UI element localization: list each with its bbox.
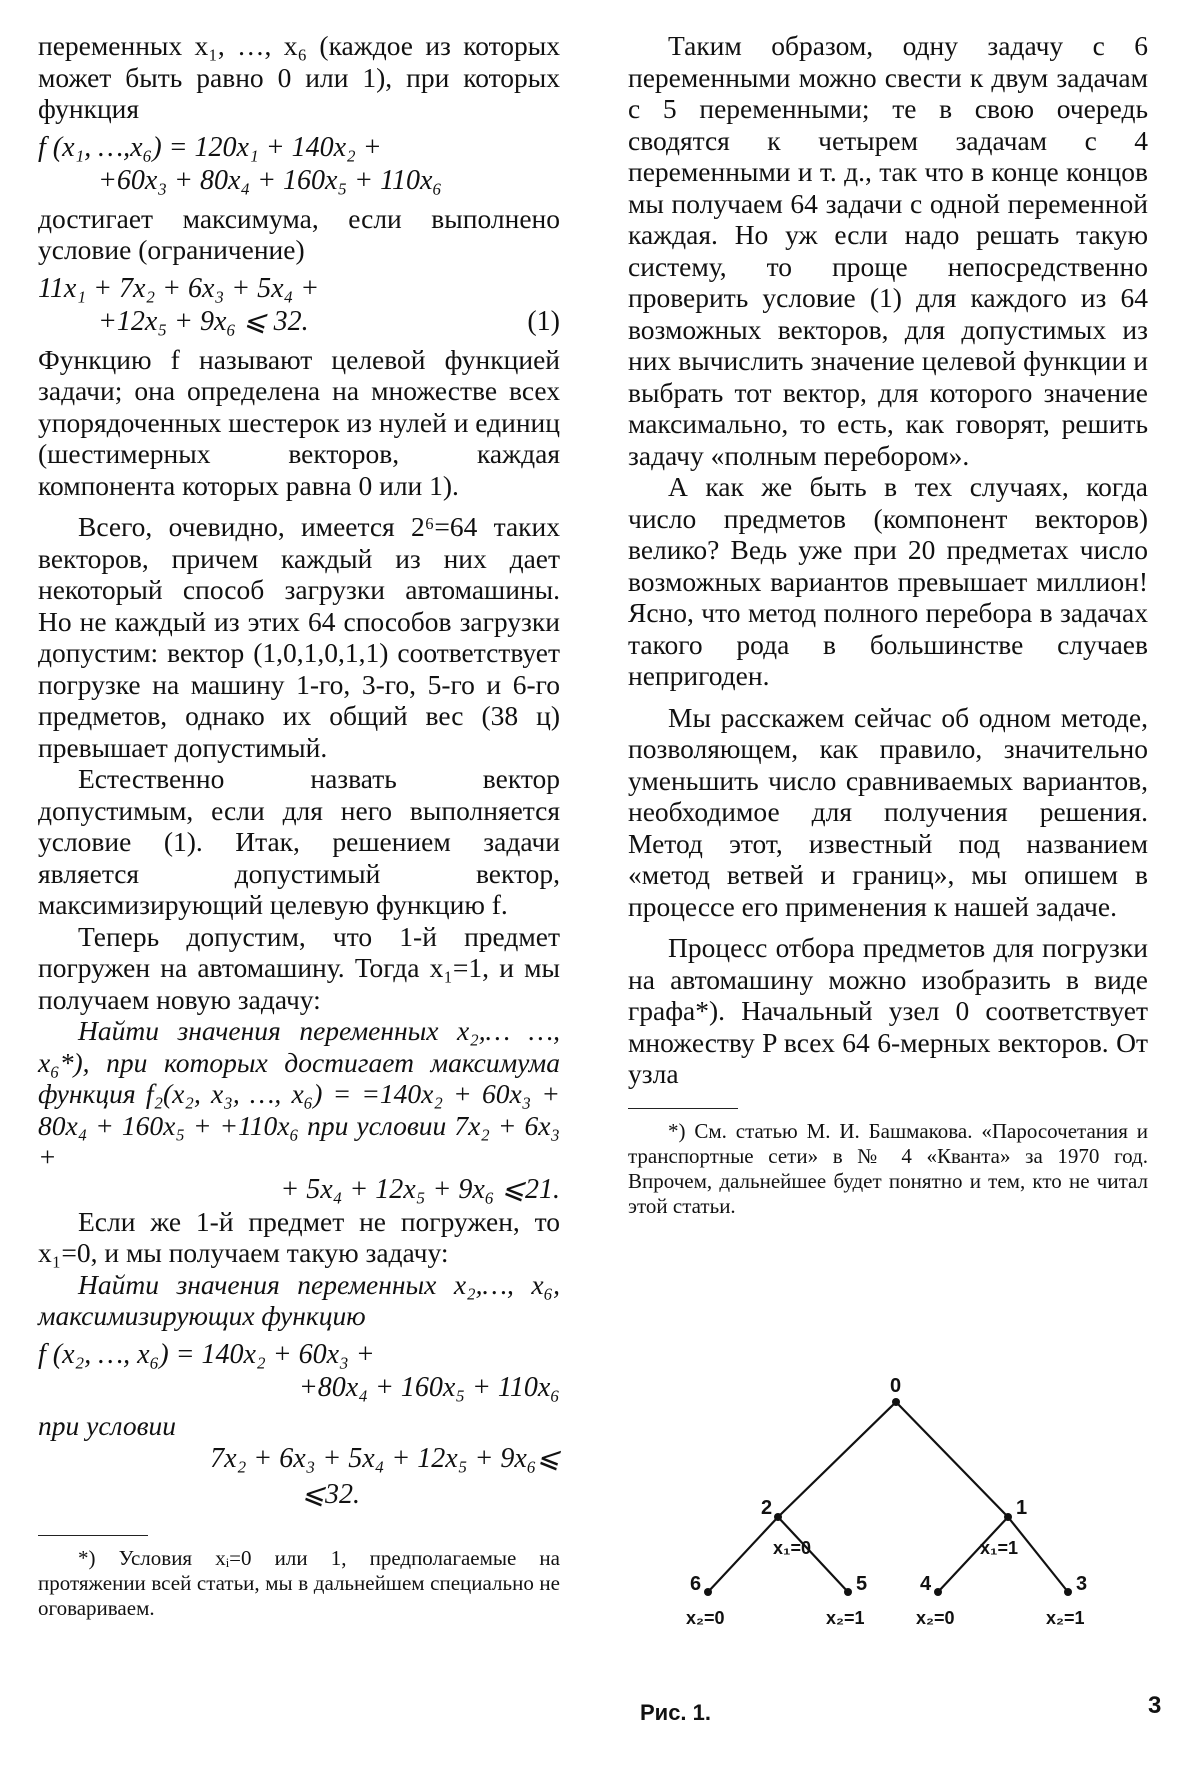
node-1: [1004, 1513, 1012, 1521]
edge-2-6: [708, 1517, 778, 1592]
paragraph: Если же 1-й предмет не погружен, то x₁=0, и мы получаем такую задачу:: [38, 1205, 560, 1268]
formula-line: 7x₂ + 6x₃ + 5x₄ + 12x₅ + 9x₆⩽: [210, 1443, 560, 1474]
node-label: 2: [761, 1497, 773, 1519]
formula-line-numbered: [38, 305, 560, 338]
node-6: [704, 1588, 712, 1596]
constraint-formula: [38, 1441, 560, 1513]
leaf-label: x₂=0: [686, 1608, 725, 1628]
task-statement-end: + 5x₄ + 12x₅ + 9x₆ ⩽21.: [280, 1173, 560, 1205]
node-3: [1064, 1588, 1072, 1596]
edge-0-1: [896, 1402, 1008, 1517]
paragraph: переменных x₁, …, x₆ (каждое из которых может быть равно 0 или 1), при которых функция: [38, 30, 560, 124]
target-function-formula: [38, 131, 560, 197]
node-2: [774, 1513, 782, 1521]
edge-0-2: [778, 1402, 896, 1517]
node-0: [892, 1398, 900, 1406]
right-column: [628, 30, 1148, 1219]
formula-line: 11x₁ + 7x₂ + 6x₃ + 5x₄ +: [38, 272, 320, 304]
footnote-rule: [628, 1108, 738, 1109]
footnote-rule: [38, 1535, 148, 1536]
node-label: 1: [1016, 1497, 1028, 1519]
paragraph: Теперь допустим, что 1-й предмет погружен на автомашину. Тогда x₁=1, и мы получаем новую задачу:: [38, 920, 560, 1015]
paragraph: Таким образом, одну задачу с 6 переменными можно свести к двум задачам с 5 переменными; те в свою очередь сводятся к четырем задачам с 4 переменными и т. д., так что в конце концов мы получаем 64 задачи с одной переменной каждая. Но уж если надо решать такую систему, то проще непосредственно проверить условие (1) для каждого из 64 возможных векторов, для допустимых из них вычислить значение целевой функции и выбрать тот вектор, для которого значение максимально, то есть, как говорят, решить задачу «полным перебором».: [628, 30, 1148, 471]
formula-line: +60x₃ + 80x₄ + 160x₅ + 110x₆: [98, 164, 443, 196]
branch-tree-diagram: [628, 1362, 1148, 1692]
target-function-formula: [38, 1338, 560, 1404]
paragraph: Естественно назвать вектор допустимым, если для него выполняется условие (1). Итак, решением задачи является допустимый вектор, максимизирующий целевую функцию f.: [38, 763, 560, 920]
paragraph: Процесс отбора предметов для погрузки на автомашину можно изобразить в виде графа*). Начальный узел 0 соответствует множеству P всех 64 6-мерных векторов. От узла: [628, 932, 1148, 1089]
node-label: 6: [690, 1573, 702, 1595]
formula-line: f (x₂, …, x₆) = 140x₂ + 60x₃ +: [38, 1338, 375, 1370]
paragraph: Всего, очевидно, имеется 2⁶=64 таких векторов, причем каждый из них дает некоторый способ загрузки автомашины. Но не каждый из этих 64 способов загрузки допустим: вектор (1,0,1,0,1,1) соответствует погрузке на машину 1-го, 3-го, 5-го и 6-го предметов, однако их общий вес (38 ц) превышает допустимый.: [38, 511, 560, 763]
formula-line: ⩽32.: [301, 1479, 360, 1510]
task-statement: Найти значения переменных x₂,…, x₆, максимизирующих функцию: [38, 1268, 560, 1331]
node-label: 3: [1076, 1573, 1088, 1595]
footnote: *) См. статью М. И. Башмакова. «Паросочетания и транспортные сети» в № 4 «Кванта» за 1970 год. Впрочем, дальнейшее будет понятно и тем, кто не читал этой статьи.: [628, 1118, 1148, 1218]
node-label: 4: [920, 1573, 932, 1595]
equation-number: (1): [527, 305, 560, 337]
page-number: 3: [1148, 1692, 1162, 1719]
node-4: [934, 1588, 942, 1596]
constraint-formula: [38, 272, 560, 338]
paragraph: Мы расскажем сейчас об одном методе, позволяющем, как правило, значительно уменьшить число сравниваемых вариантов, необходимое для получения решения. Метод этот, известный под названием «метод ветвей и границ», мы опишем в процессе его применения к нашей задаче.: [628, 701, 1148, 922]
left-column: [38, 30, 560, 1621]
edge-label: x₁=1: [980, 1538, 1018, 1558]
paragraph: достигает максимума, если выполнено условие (ограничение): [38, 202, 560, 265]
condition-label: при условии: [38, 1409, 177, 1441]
formula-line: +80x₄ + 160x₅ + 110x₆: [298, 1371, 560, 1403]
node-label: 5: [856, 1573, 868, 1595]
node-5: [844, 1588, 852, 1596]
formula-line: +12x₅ + 9x₆ ⩽ 32.: [98, 305, 309, 337]
paragraph: Функцию f называют целевой функцией задачи; она определена на множестве всех упорядоченных шестерок из нулей и единиц (шестимерных векторов, каждая компонента которых равна 0 или 1).: [38, 343, 560, 501]
node-label: 0: [890, 1375, 902, 1397]
edge-label: x₁=0: [773, 1538, 811, 1558]
leaf-label: x₂=1: [1046, 1608, 1085, 1628]
leaf-label: x₂=0: [916, 1608, 955, 1628]
formula-line: f (x₁, …,x₆) = 120x₁ + 140x₂ +: [38, 131, 382, 163]
leaf-label: x₂=1: [826, 1608, 865, 1628]
task-statement: Найти значения переменных x₂,… …, x₆*), при которых достигает максимума функция f₂(x₂, x₃, …, x₆) = =140x₂ + 60x₃ + 80x₄ + 160x₅ + +110x₆ при условии 7x₂ + 6x₃ +: [38, 1015, 560, 1172]
paragraph: А как же быть в тех случаях, когда число предметов (компонент векторов) велико? Ведь уже при 20 предметах число возможных вариантов превышает миллион! Ясно, что метод полного перебора в задачах такого рода в большинстве случаев непригоден.: [628, 471, 1148, 691]
figure-caption: Рис. 1.: [640, 1700, 712, 1725]
footnote: *) Условия xᵢ=0 или 1, предполагаемые на протяжении всей статьи, мы в дальнейшем специально не оговариваем.: [38, 1546, 560, 1620]
